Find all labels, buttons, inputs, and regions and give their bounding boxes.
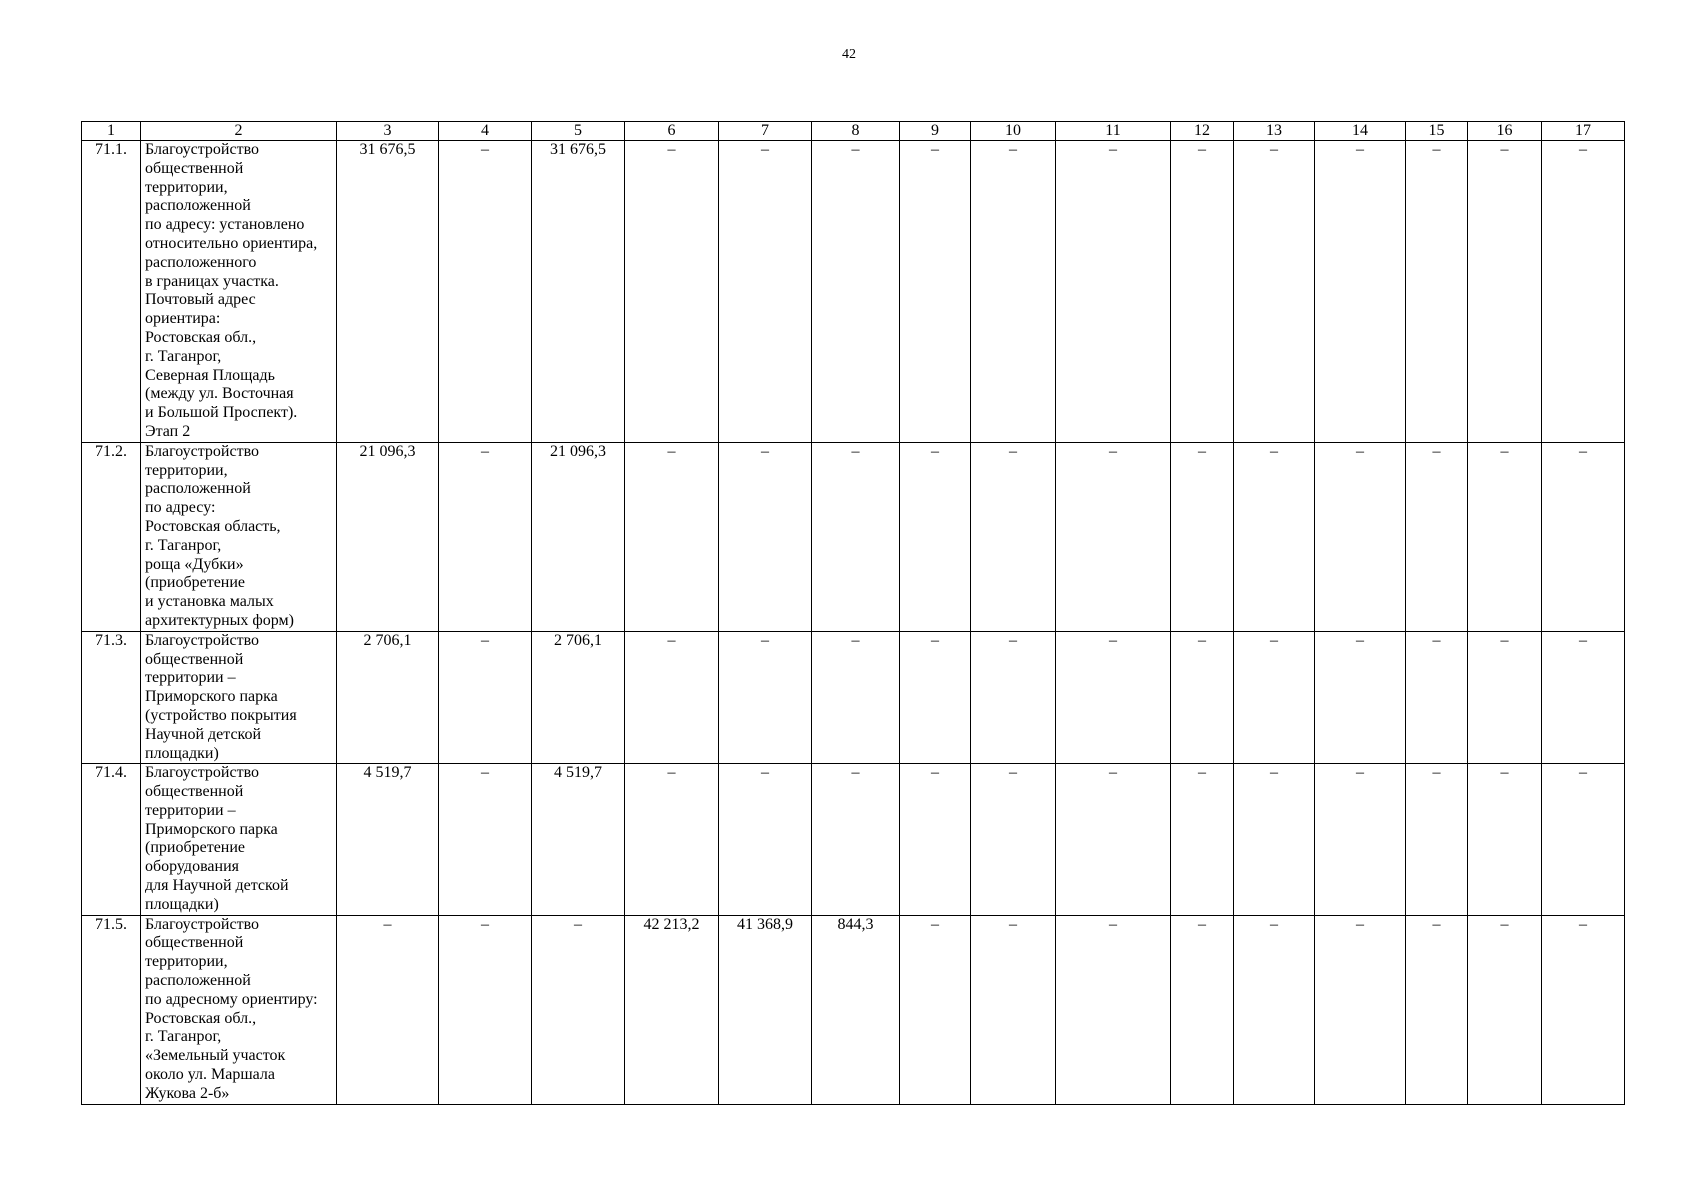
value-cell: – — [1542, 764, 1625, 915]
description-line: Почтовый адрес — [145, 291, 256, 309]
value-cell: 31 676,5 — [532, 141, 625, 443]
table-row — [82, 915, 1625, 1104]
value-cell: – — [1234, 442, 1315, 631]
value-cell: – — [900, 442, 971, 631]
header-row — [82, 122, 1625, 141]
row-number: 71.5. — [82, 915, 141, 1104]
description-line: Ростовская обл., — [145, 1009, 257, 1027]
value-cell: – — [439, 915, 532, 1104]
value-cell: – — [812, 764, 900, 915]
row-number: 71.2. — [82, 442, 141, 631]
description-line: по адресу: — [145, 499, 216, 517]
value-cell: – — [1315, 442, 1406, 631]
description-line: площадки) — [145, 744, 219, 762]
column-header: 10 — [971, 122, 1056, 141]
table-row — [82, 764, 1625, 915]
value-cell: – — [439, 141, 532, 443]
column-header: 13 — [1234, 122, 1315, 141]
value-cell: – — [900, 631, 971, 764]
column-header: 9 — [900, 122, 971, 141]
row-description — [141, 915, 337, 1104]
value-cell: – — [1171, 442, 1234, 631]
description-line: г. Таганрог, — [145, 536, 222, 554]
value-cell: – — [971, 915, 1056, 1104]
table-row — [82, 631, 1625, 764]
value-cell: – — [625, 141, 719, 443]
value-cell: 42 213,2 — [625, 915, 719, 1104]
row-description — [141, 141, 337, 443]
value-cell: – — [1406, 141, 1468, 443]
value-cell: – — [1542, 631, 1625, 764]
description-line: около ул. Маршала — [145, 1066, 275, 1084]
value-cell: 4 519,7 — [337, 764, 439, 915]
column-header: 11 — [1056, 122, 1171, 141]
column-header: 4 — [439, 122, 532, 141]
description-line: (устройство покрытия — [145, 706, 297, 724]
row-number: 71.1. — [82, 141, 141, 443]
value-cell: – — [1468, 915, 1542, 1104]
value-cell: – — [1234, 764, 1315, 915]
description-line: общественной — [145, 934, 244, 952]
description-line: территории, — [145, 178, 228, 196]
table-body — [82, 141, 1625, 1105]
value-cell: – — [900, 915, 971, 1104]
value-cell: 844,3 — [812, 915, 900, 1104]
value-cell: 2 706,1 — [337, 631, 439, 764]
description-line: Благоустройство — [145, 915, 260, 933]
description-line: Благоустройство — [145, 442, 260, 460]
value-cell: – — [1468, 764, 1542, 915]
description-line: Приморского парка — [145, 820, 278, 838]
value-cell: – — [1056, 915, 1171, 1104]
description-line: и Большой Проспект). — [145, 404, 298, 422]
value-cell: – — [971, 141, 1056, 443]
value-cell: – — [971, 631, 1056, 764]
row-description — [141, 764, 337, 915]
description-line: расположенного — [145, 253, 257, 271]
value-cell: – — [812, 141, 900, 443]
table-row — [82, 141, 1625, 443]
value-cell: – — [1406, 631, 1468, 764]
value-cell: – — [1468, 141, 1542, 443]
description-line: Благоустройство — [145, 764, 260, 782]
value-cell: – — [1315, 141, 1406, 443]
description-line: «Земельный участок — [145, 1047, 286, 1065]
description-line: площадки) — [145, 895, 219, 913]
value-cell: – — [719, 442, 812, 631]
value-cell: – — [1056, 631, 1171, 764]
description-line: (приобретение — [145, 839, 246, 857]
value-cell: – — [812, 631, 900, 764]
column-header: 16 — [1468, 122, 1542, 141]
column-header: 6 — [625, 122, 719, 141]
description-line: территории – — [145, 669, 236, 687]
value-cell: – — [719, 631, 812, 764]
description-line: по адресу: установлено — [145, 216, 305, 234]
value-cell: 21 096,3 — [532, 442, 625, 631]
description-line: роща «Дубки» — [145, 555, 244, 573]
description-line: и установка малых — [145, 593, 274, 611]
value-cell: – — [971, 442, 1056, 631]
description-line: оборудования — [145, 858, 239, 876]
value-cell: – — [1056, 141, 1171, 443]
value-cell: – — [439, 764, 532, 915]
value-cell: 41 368,9 — [719, 915, 812, 1104]
description-line: (между ул. Восточная — [145, 385, 294, 403]
description-line: Ростовская область, — [145, 517, 281, 535]
column-header: 14 — [1315, 122, 1406, 141]
description-line: Северная Площадь — [145, 366, 275, 384]
value-cell: – — [625, 442, 719, 631]
column-header: 17 — [1542, 122, 1625, 141]
description-line: для Научной детской — [145, 877, 289, 895]
description-line: территории, — [145, 461, 228, 479]
column-header: 8 — [812, 122, 900, 141]
value-cell: 31 676,5 — [337, 141, 439, 443]
value-cell: – — [532, 915, 625, 1104]
description-line: расположенной — [145, 197, 251, 215]
page-number: 42 — [842, 47, 856, 62]
value-cell: – — [1406, 442, 1468, 631]
value-cell: – — [1056, 764, 1171, 915]
column-header: 3 — [337, 122, 439, 141]
value-cell: – — [1234, 915, 1315, 1104]
value-cell: – — [625, 764, 719, 915]
column-header: 7 — [719, 122, 812, 141]
description-line: (приобретение — [145, 574, 246, 592]
value-cell: – — [719, 764, 812, 915]
description-line: территории – — [145, 801, 236, 819]
column-header: 15 — [1406, 122, 1468, 141]
budget-table — [81, 121, 1625, 1105]
value-cell: – — [1406, 915, 1468, 1104]
value-cell: – — [1234, 631, 1315, 764]
description-line: Приморского парка — [145, 688, 278, 706]
description-line: общественной — [145, 650, 244, 668]
value-cell: – — [900, 764, 971, 915]
value-cell: – — [900, 141, 971, 443]
row-number: 71.4. — [82, 764, 141, 915]
row-number: 71.3. — [82, 631, 141, 764]
value-cell: – — [439, 442, 532, 631]
value-cell: – — [1406, 764, 1468, 915]
column-header: 1 — [82, 122, 141, 141]
description-line: Ростовская обл., — [145, 328, 257, 346]
value-cell: 21 096,3 — [337, 442, 439, 631]
description-line: г. Таганрог, — [145, 347, 222, 365]
description-line: расположенной — [145, 972, 251, 990]
column-header: 2 — [141, 122, 337, 141]
value-cell: – — [1542, 442, 1625, 631]
description-line: по адресному ориентиру: — [145, 990, 318, 1008]
description-line: Благоустройство — [145, 631, 260, 649]
value-cell: – — [1171, 631, 1234, 764]
value-cell: – — [1468, 631, 1542, 764]
value-cell: – — [719, 141, 812, 443]
value-cell: – — [1171, 141, 1234, 443]
column-header: 12 — [1171, 122, 1234, 141]
description-line: Жукова 2-б» — [145, 1084, 230, 1102]
value-cell: – — [337, 915, 439, 1104]
row-description — [141, 442, 337, 631]
value-cell: – — [1315, 915, 1406, 1104]
value-cell: – — [439, 631, 532, 764]
value-cell: – — [1468, 442, 1542, 631]
value-cell: – — [1315, 631, 1406, 764]
value-cell: – — [812, 442, 900, 631]
description-line: общественной — [145, 783, 244, 801]
description-line: Научной детской — [145, 725, 262, 743]
description-line: в границах участка. — [145, 272, 279, 290]
column-header: 5 — [532, 122, 625, 141]
description-line: относительно ориентира, — [145, 234, 318, 252]
value-cell: – — [1056, 442, 1171, 631]
value-cell: 2 706,1 — [532, 631, 625, 764]
value-cell: – — [971, 764, 1056, 915]
value-cell: – — [1171, 764, 1234, 915]
description-line: общественной — [145, 159, 244, 177]
value-cell: 4 519,7 — [532, 764, 625, 915]
value-cell: – — [1542, 141, 1625, 443]
row-description — [141, 631, 337, 764]
value-cell: – — [1315, 764, 1406, 915]
description-line: ориентира: — [145, 310, 221, 328]
description-line: Благоустройство — [145, 141, 260, 158]
value-cell: – — [1542, 915, 1625, 1104]
value-cell: – — [1171, 915, 1234, 1104]
description-line: г. Таганрог, — [145, 1028, 222, 1046]
value-cell: – — [1234, 141, 1315, 443]
description-line: территории, — [145, 953, 228, 971]
table-row — [82, 442, 1625, 631]
description-line: Этап 2 — [145, 422, 191, 440]
description-line: расположенной — [145, 480, 251, 498]
value-cell: – — [625, 631, 719, 764]
description-line: архитектурных форм) — [145, 611, 294, 629]
